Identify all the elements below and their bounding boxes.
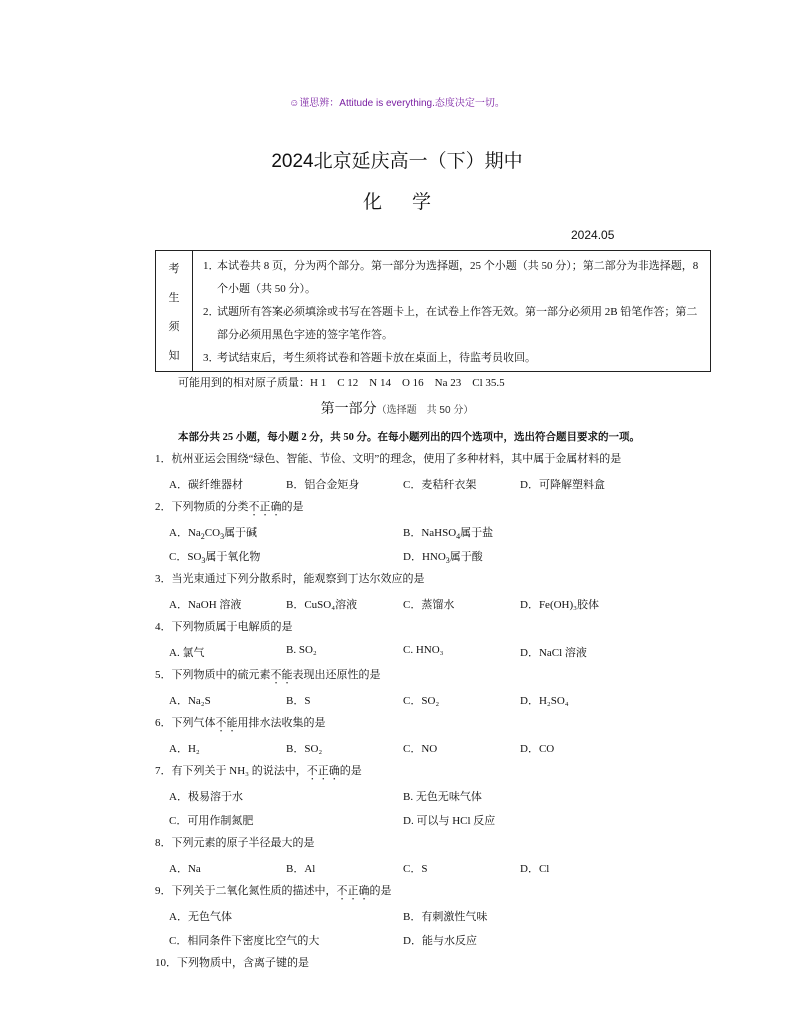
question-stem: 5．下列物质中的硫元素不能表现出还原性的是 [155, 669, 381, 681]
option-row [155, 860, 725, 884]
option-row [155, 548, 725, 572]
option: B．Al [286, 863, 316, 875]
question-stem: 6．下列气体不能用排水法收集的是 [155, 717, 326, 729]
option: B．CuSO₄溶液 [286, 599, 358, 611]
question-stem: 2．下列物质的分类不正确的是 [155, 501, 304, 513]
notice-label-char: 考 [168, 262, 180, 275]
option-row [155, 692, 725, 716]
option: A．Na [169, 863, 201, 875]
option: B．有刺激性气味 [403, 911, 488, 923]
option-row [155, 908, 725, 932]
option-row [155, 788, 725, 812]
option: A．H₂ [169, 743, 200, 755]
option: D. 可以与 HCl 反应 [403, 815, 496, 827]
option: C．蒸馏水 [403, 599, 455, 611]
notice-label [156, 251, 193, 371]
option-row [155, 524, 725, 548]
option: C．相同条件下密度比空气的大 [169, 935, 320, 947]
option: A. 氯气 [169, 647, 205, 659]
question-stem: 3．当光束通过下列分散系时，能观察到丁达尔效应的是 [155, 573, 425, 585]
notice-item: 2． 试题所有答案必须填涂或书写在答题卡上，在试卷上作答无效。第一部分必须用 2B 铅笔作答；第二部分必须用黑色字迹的签字笔作答。 [203, 306, 698, 341]
option: A．NaOH 溶液 [169, 599, 242, 611]
option: C．$SO_3$属于氧化物 [169, 551, 261, 566]
option-row [155, 476, 725, 500]
notice-body [193, 251, 710, 371]
option: A．$Na_2CO_3$属于碱 [169, 527, 258, 542]
option: B．NaHSO$_4$属于盐 [403, 527, 494, 542]
option-row [155, 812, 725, 836]
option: A．Na₂S [169, 695, 211, 707]
option: C．SO₂ [403, 695, 440, 707]
question-stem: 4．下列物质属于电解质的是 [155, 621, 293, 633]
candidate-notice-box [155, 250, 711, 372]
option-row [155, 932, 725, 956]
question-stem: 1．杭州亚运会围绕“绿色、智能、节俭、文明”的理念，使用了多种材料，其中属于金属材料的是 [155, 453, 622, 465]
question-stem: 9．下列关于二氧化氮性质的描述中，不正确的是 [155, 885, 392, 897]
option: D．NaCl 溶液 [520, 647, 587, 659]
option: B．S [286, 695, 311, 707]
option: B. SO₂ [286, 644, 317, 656]
question-list [155, 452, 725, 980]
option: A．极易溶于水 [169, 791, 243, 803]
option-row [155, 644, 725, 668]
option: B．铝合金矩身 [286, 479, 360, 491]
option: B．SO₂ [286, 743, 323, 755]
option: C．S [403, 863, 428, 875]
option: D．H₂SO₄ [520, 695, 569, 707]
atomic-masses-note: 可能用到的相对原子质量：H 1 C 12 N 14 O 16 Na 23 Cl 35.5 [178, 377, 505, 389]
option-row [155, 740, 725, 764]
option: D．能与水反应 [403, 935, 477, 947]
notice-label-char: 知 [168, 349, 180, 362]
option: B. 无色无味气体 [403, 791, 482, 803]
exam-date: 2024.05 [571, 228, 615, 242]
option: A．碳纤维器材 [169, 479, 243, 491]
motto-header: ☺谨思辨：Attitude is everything.态度决定一切。 [289, 98, 505, 109]
question-stem: 8．下列元素的原子半径最大的是 [155, 837, 315, 849]
subject-title: 化学 [362, 192, 461, 213]
option: D．Fe(OH)₃胶体 [520, 599, 599, 611]
part-subtitle: （选择题 共 50 分） [376, 405, 474, 416]
option: D．$HNO_3$属于酸 [403, 551, 483, 566]
option: C．可用作制氮肥 [169, 815, 254, 827]
notice-item: 3． 考试结束后，考生须将试卷和答题卡放在桌面上，待监考员收回。 [203, 352, 536, 364]
option-row [155, 596, 725, 620]
option: D．Cl [520, 863, 550, 875]
option: D．可降解塑料盒 [520, 479, 605, 491]
notice-item: 1． 本试卷共 8 页，分为两个部分。第一部分为选择题，25 个小题（共 50 分）；第二部分为非选择题，8 个小题（共 50 分）。 [203, 260, 699, 295]
notice-label-char: 生 [168, 291, 180, 304]
option: C. HNO₃ [403, 644, 444, 656]
notice-label-char: 须 [168, 320, 180, 333]
option: D．CO [520, 743, 555, 755]
option: C．NO [403, 743, 438, 755]
part-title: 第一部分 [320, 400, 377, 416]
option: A．无色气体 [169, 911, 232, 923]
option: C．麦秸秆衣架 [403, 479, 477, 491]
question-stem: 7．有下列关于 NH₃ 的说法中，不正确的是 [155, 765, 362, 777]
exam-title: 2024北京延庆高一（下）期中 [271, 151, 523, 172]
part-one-heading [0, 398, 794, 418]
question-stem: 10．下列物质中，含离子键的是 [155, 957, 309, 969]
section-instruction: 本部分共 25 小题，每小题 2 分，共 50 分。在每小题列出的四个选项中，选出符合题目要求的一项。 [178, 432, 640, 443]
